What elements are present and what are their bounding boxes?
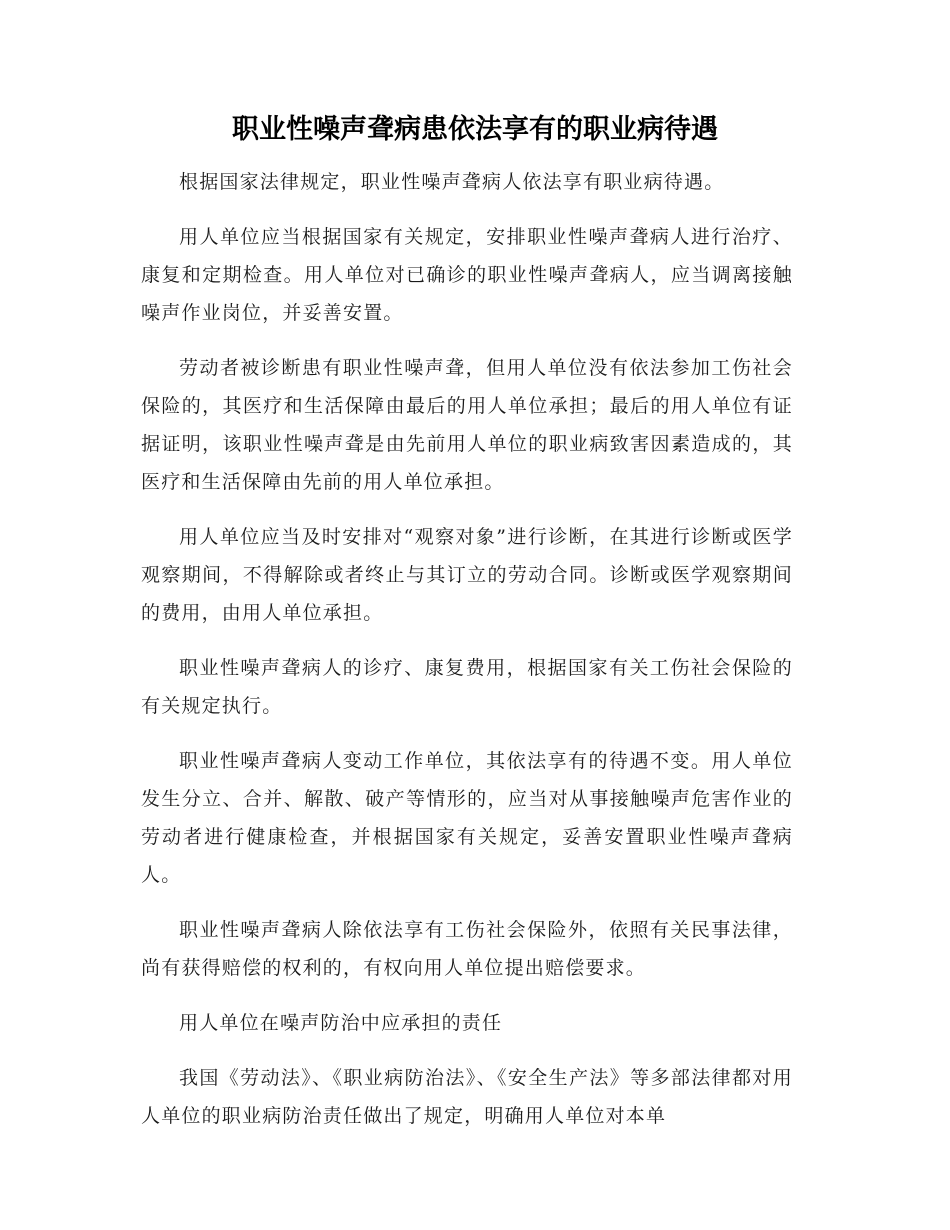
document-body <box>141 163 793 1152</box>
document-title: 职业性噪声聋病患依法享有的职业病待遇 <box>232 114 718 145</box>
paragraph-5: 职业性噪声聋病人的诊疗、康复费用，根据国家有关工伤社会保险的有关规定执行。 <box>141 657 793 717</box>
paragraph-4: 用人单位应当及时安排对“观察对象”进行诊断，在其进行诊断或医学观察期间，不得解除或者终止与其订立的劳动合同。诊断或医学观察期间的费用，由用人单位承担。 <box>141 526 793 624</box>
paragraph-6: 职业性噪声聋病人变动工作单位，其依法享有的待遇不变。用人单位发生分立、合并、解散、破产等情形的，应当对从事接触噪声危害作业的劳动者进行健康检查，并根据国家有关规定，妥善安置职业性噪声聋病人。 <box>141 750 793 886</box>
section-heading: 用人单位在噪声防治中应承担的责任 <box>179 1012 503 1034</box>
paragraph-8: 我国《劳动法》、《职业病防治法》、《安全生产法》等多部法律都对用人单位的职业病防治责任做出了规定，明确用人单位对本单 <box>141 1067 793 1127</box>
paragraph-2: 用人单位应当根据国家有关规定，安排职业性噪声聋病人进行治疗、康复和定期检查。用人单位对已确诊的职业性噪声聋病人，应当调离接触噪声作业岗位，并妥善安置。 <box>141 226 793 324</box>
paragraph-3: 劳动者被诊断患有职业性噪声聋，但用人单位没有依法参加工伤社会保险的，其医疗和生活保障由最后的用人单位承担；最后的用人单位有证据证明，该职业性噪声聋是由先前用人单位的职业病致害因素造成的，其医疗和生活保障由先前的用人单位承担。 <box>141 357 793 493</box>
paragraph-7: 职业性噪声聋病人除依法享有工伤社会保险外，依照有关民事法律，尚有获得赔偿的权利的，有权向用人单位提出赔偿要求。 <box>141 919 793 979</box>
paragraph-1: 根据国家法律规定，职业性噪声聋病人依法享有职业病待遇。 <box>179 171 725 193</box>
